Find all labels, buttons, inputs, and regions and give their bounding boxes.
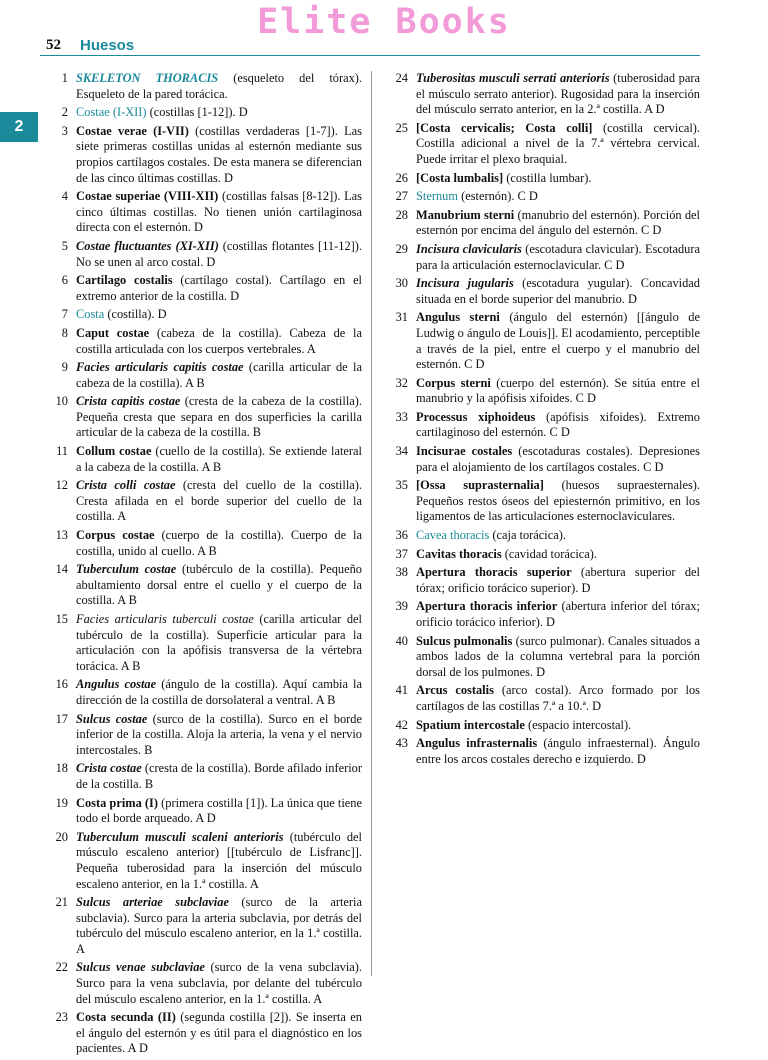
entry-text xyxy=(76,444,362,475)
entry-description: (costilla). D xyxy=(104,307,167,322)
entry-text xyxy=(416,599,700,630)
entry-text xyxy=(76,105,362,121)
entry-description: (escotadura clavicular). Escotadura para la articulación esternoclavicular. C D xyxy=(416,241,700,272)
entry-number: 12 xyxy=(55,478,68,493)
entry-description: (cabeza de la costilla). Cabeza de la costilla articulada con los cuerpos vertebrales. A xyxy=(76,325,362,356)
glossary-entry xyxy=(380,310,700,372)
entry-term: Sulcus costae xyxy=(76,711,148,726)
entry-description: (cresta del cuello de la costilla). Cresta afilada en el borde superior del cuello de la costilla. A xyxy=(76,478,362,524)
entry-term: Sulcus venae subclaviae xyxy=(76,960,205,975)
entry-text xyxy=(76,528,362,559)
entry-description: (tubérculo del músculo escaleno anterior) [[tubérculo de Lisfranc]]. Pequeña tuberosidad para la inserción del músculo escaleno anterior, en la 1.ª costilla. A xyxy=(76,829,362,891)
glossary-entry xyxy=(40,478,362,525)
entry-number: 13 xyxy=(55,528,68,543)
entry-description: (manubrio del esternón). Porción del esternón por encima del ángulo del esternón. C D xyxy=(416,207,700,238)
entry-text xyxy=(416,634,700,681)
entry-number: 25 xyxy=(395,120,408,135)
entry-description: (cuerpo del esternón). Se sitúa entre el manubrio y la apófisis xifoides. C D xyxy=(416,375,700,406)
glossary-entry xyxy=(380,189,700,205)
entry-number: 17 xyxy=(55,711,68,726)
entry-text xyxy=(416,478,700,525)
entry-term: Caput costae xyxy=(76,325,150,340)
glossary-entry xyxy=(40,444,362,475)
entry-description: (cresta de la costilla). Borde afilado inferior de la costilla. B xyxy=(76,761,362,791)
entry-number: 24 xyxy=(395,71,408,85)
entry-text xyxy=(76,394,362,441)
entry-description: (huesos supraesternales). Pequeños restos óseos del epiesternón primitivo, en los ligamentos de las articulaciones esternoclaviculares. xyxy=(416,478,700,524)
entry-description: (costilla cervical). Costilla adicional a nivel de la 7.ª vértebra cervical. Puede irritar el plexo braquial. xyxy=(416,120,700,166)
entry-description: (abertura superior del tórax; orificio torácico superior). D xyxy=(416,565,700,595)
entry-term: Costae superiae (VIII-XII) xyxy=(76,189,219,204)
entry-number: 5 xyxy=(61,238,68,253)
entry-number: 6 xyxy=(61,273,68,288)
entry-text xyxy=(416,718,700,734)
entry-number: 28 xyxy=(395,207,408,222)
entry-number: 31 xyxy=(395,310,408,325)
entry-term: Sternum xyxy=(416,189,458,204)
entry-number: 3 xyxy=(61,123,68,138)
entry-term: Cartilago costalis xyxy=(76,273,173,288)
glossary-entry xyxy=(380,171,700,187)
entry-number: 11 xyxy=(56,444,68,459)
entry-description: (cavidad torácica). xyxy=(501,546,597,561)
entry-term: Incisurae costales xyxy=(416,444,513,459)
entry-description: (cuerpo de la costilla). Cuerpo de la costilla, unido al cuello. A B xyxy=(76,528,362,558)
entry-text xyxy=(76,189,362,236)
entry-text xyxy=(76,677,362,708)
entry-description: (surco pulmonar). Canales situados a ambos lados de la columna vertebral para la porción dorsal de los pulmones. D xyxy=(416,633,700,679)
entry-text xyxy=(76,562,362,609)
entry-number: 43 xyxy=(395,736,408,751)
glossary-entry xyxy=(40,394,362,441)
glossary-entry xyxy=(40,189,362,236)
entry-number: 39 xyxy=(395,599,408,614)
entry-text xyxy=(416,276,700,307)
entry-term: Costae verae (I-VII) xyxy=(76,123,189,138)
entry-number: 9 xyxy=(61,360,68,375)
glossary-entry xyxy=(380,444,700,475)
entry-term: Collum costae xyxy=(76,444,152,459)
glossary-entry xyxy=(380,547,700,563)
entry-term: Angulus sterni xyxy=(416,310,500,325)
entry-term: Corpus sterni xyxy=(416,375,491,390)
entry-description: (costillas flotantes [11-12]). No se unen al arco costal. D xyxy=(76,238,362,269)
glossary-entry xyxy=(380,121,700,168)
entry-description: (surco de la costilla). Surco en el borde inferior de la costilla. Aloja la arteria, la vena y el nervio intercostales. B xyxy=(76,711,362,757)
entry-term: Costa secunda (II) xyxy=(76,1010,176,1025)
entry-description: (tubérculo de la costilla). Pequeño abultamiento dorsal entre el cuello y el cuerpo de la costilla. A B xyxy=(76,562,362,608)
entry-description: (carilla articular de la cabeza de la costilla). A B xyxy=(76,360,362,390)
entry-number: 16 xyxy=(55,677,68,692)
glossary-entry xyxy=(40,105,362,121)
entry-description: (surco de la arteria subclavia). Surco para la arteria subclavia, por detrás del tubérculo del músculo escaleno anterior, en la 1.ª costilla. A xyxy=(76,895,362,956)
entry-description: (surco de la vena subclavia). Surco para la vena subclavia, por delante del tubérculo del músculo escaleno anterior, en la 1.ª costilla. A xyxy=(76,960,362,1006)
glossary-entry xyxy=(380,242,700,273)
entry-text xyxy=(76,1010,362,1057)
entry-number: 14 xyxy=(55,562,68,577)
entry-text xyxy=(416,121,700,168)
entry-term: Crista costae xyxy=(76,761,142,776)
glossary-entry xyxy=(380,683,700,714)
entry-number: 10 xyxy=(55,394,68,409)
entry-description: (apófisis xifoides). Extremo cartilaginoso del esternón. C D xyxy=(416,409,700,440)
entry-number: 20 xyxy=(55,829,68,844)
header-rule xyxy=(40,55,700,56)
entry-term: Tuberositas musculi serrati anterioris xyxy=(416,71,610,85)
entry-number: 41 xyxy=(395,683,408,698)
entry-term: Processus xiphoideus xyxy=(416,409,536,424)
entry-term: SKELETON THORACIS xyxy=(76,71,219,85)
entry-number: 36 xyxy=(395,528,408,543)
entry-text xyxy=(416,528,700,544)
entry-number: 4 xyxy=(61,189,68,204)
entry-text xyxy=(416,565,700,596)
entry-number: 2 xyxy=(61,105,68,120)
entry-term: Costa prima (I) xyxy=(76,795,158,810)
entry-text xyxy=(76,712,362,759)
entry-number: 32 xyxy=(395,375,408,390)
entry-term: Manubrium sterni xyxy=(416,207,515,222)
entry-term: Spatium intercostale xyxy=(416,717,525,732)
entry-description: (costillas [1-12]). D xyxy=(146,105,248,120)
entry-description: (cuello de la costilla). Se extiende lateral a la cabeza de la costilla. A B xyxy=(76,444,362,474)
chapter-tab: 2 xyxy=(0,112,38,142)
entry-term: Sulcus arteriae subclaviae xyxy=(76,895,229,910)
entry-description: (cartílago costal). Cartílago en el extremo anterior de la costilla. D xyxy=(76,273,363,303)
entry-text xyxy=(76,360,362,391)
glossary-entry xyxy=(380,71,700,118)
left-column xyxy=(40,71,362,1060)
entry-term: Tuberculum musculi scaleni anterioris xyxy=(76,829,284,844)
glossary-entry xyxy=(40,273,362,304)
glossary-entry xyxy=(40,360,362,391)
column-divider xyxy=(371,71,372,976)
glossary-entry xyxy=(380,376,700,407)
entry-text xyxy=(416,736,700,767)
glossary-entry xyxy=(380,208,700,239)
entry-term: Tuberculum costae xyxy=(76,562,177,577)
entry-text xyxy=(76,326,362,357)
entry-text xyxy=(76,960,362,1007)
entry-text xyxy=(76,612,362,674)
entry-number: 37 xyxy=(395,546,408,561)
entry-number: 15 xyxy=(55,612,68,626)
entry-term: Cavea thoracis xyxy=(416,528,490,543)
glossary-entry xyxy=(380,565,700,596)
glossary-entry xyxy=(380,410,700,441)
entry-text xyxy=(416,444,700,475)
watermark: Elite Books xyxy=(257,2,511,42)
entry-number: 33 xyxy=(395,409,408,424)
glossary-entry xyxy=(40,124,362,186)
glossary-entry xyxy=(40,326,362,357)
entry-number: 1 xyxy=(61,71,68,85)
entry-term: Sulcus pulmonalis xyxy=(416,633,513,648)
entry-text xyxy=(416,242,700,273)
entry-description: (primera costilla [1]). La única que tiene todo el borde arqueado. A D xyxy=(76,795,362,826)
page-header xyxy=(0,37,700,55)
entry-number: 22 xyxy=(55,960,68,975)
entry-text xyxy=(76,830,362,892)
glossary-entry xyxy=(40,239,362,270)
glossary-entry xyxy=(40,761,362,792)
entry-description: (costillas verdaderas [1-7]). Las siete primeras costillas unidas al esternón mediante sus propios cartílagos costales. De esta manera se diferencian de las cinco últimas costillas. D xyxy=(76,123,362,185)
right-column xyxy=(380,71,700,770)
entry-description: (arco costal). Arco formado por los cartílagos de las costillas 7.ª a 10.ª. D xyxy=(416,683,700,713)
glossary-entry xyxy=(40,71,362,102)
entry-description: (tuberosidad para el músculo serrato anterior). Rugosidad para la inserción del músculo serrato anterior, en la 2.ª costilla. A D xyxy=(416,71,700,117)
entry-number: 27 xyxy=(395,189,408,204)
entry-text xyxy=(76,796,362,827)
entry-text xyxy=(416,310,700,372)
entry-description: (espacio intercostal). xyxy=(524,717,632,732)
glossary-entry xyxy=(40,830,362,892)
glossary-entry xyxy=(40,712,362,759)
entry-text xyxy=(76,273,362,304)
entry-term: Incisura clavicularis xyxy=(416,241,522,256)
entry-number: 42 xyxy=(395,717,408,732)
entry-term: Costae fluctuantes (XI-XII) xyxy=(76,238,219,253)
entry-term: Cavitas thoracis xyxy=(416,546,502,561)
entry-text xyxy=(416,410,700,441)
entry-term: [Ossa suprasternalia] xyxy=(416,478,544,493)
glossary-entry xyxy=(380,528,700,544)
entry-number: 40 xyxy=(395,633,408,648)
entry-number: 21 xyxy=(55,895,68,910)
entry-description: (ángulo de la costilla). Aquí cambia la dirección de la costilla de dorsolateral a ventral. A B xyxy=(76,677,362,707)
entry-number: 29 xyxy=(395,241,408,256)
entry-description: (costilla lumbar). xyxy=(503,170,592,185)
entry-term: Facies articularis capitis costae xyxy=(76,360,244,375)
glossary-entry xyxy=(380,599,700,630)
entry-term: Angulus costae xyxy=(76,677,157,692)
entry-description: (ángulo infraesternal). Ángulo entre los arcos costales derecho e izquierdo. D xyxy=(416,736,700,766)
glossary-entry xyxy=(40,796,362,827)
glossary-entry xyxy=(380,276,700,307)
glossary-entry xyxy=(40,612,362,674)
entry-term: Incisura jugularis xyxy=(416,276,514,291)
entry-description: (carilla articular del tubérculo de la costilla). Superficie articular para la articulación con la apófisis transversa de la vértebra torácica. A B xyxy=(76,612,362,673)
entry-term: Arcus costalis xyxy=(416,683,494,698)
entry-text xyxy=(416,547,700,563)
entry-description: (costillas falsas [8-12]). Las cinco últimas costillas. No tienen unión cartilaginosa directa con el esternón. D xyxy=(76,189,362,235)
entry-number: 26 xyxy=(395,170,408,185)
entry-term: Apertura thoracis superior xyxy=(416,565,572,580)
entry-term: Angulus infrasternalis xyxy=(416,736,538,751)
glossary-entry xyxy=(380,634,700,681)
entry-description: (caja torácica). xyxy=(489,528,566,543)
entry-description: (escotadura yugular). Concavidad situada en el borde superior del manubrio. D xyxy=(416,276,700,306)
entry-number: 30 xyxy=(395,276,408,291)
entry-number: 8 xyxy=(61,325,68,340)
glossary-entry xyxy=(40,960,362,1007)
entry-term: [Costa cervicalis; Costa colli] xyxy=(416,120,593,135)
entry-text xyxy=(76,71,362,102)
entry-term: Facies articularis tuberculi costae xyxy=(76,612,254,626)
section-title: Huesos xyxy=(80,37,135,54)
glossary-entry xyxy=(40,1010,362,1057)
glossary-entry xyxy=(380,736,700,767)
entry-text xyxy=(416,376,700,407)
glossary-entry xyxy=(380,718,700,734)
entry-description: (cresta de la cabeza de la costilla). Pequeña cresta que separa en dos superficies la carilla articular de la cabeza de la costilla. B xyxy=(76,394,362,440)
entry-text xyxy=(76,307,362,323)
glossary-entry xyxy=(40,528,362,559)
glossary-entry xyxy=(40,895,362,957)
glossary-entry xyxy=(40,307,362,323)
entry-text xyxy=(76,239,362,270)
entry-term: Costae (I-XII) xyxy=(76,105,147,120)
entry-text xyxy=(76,124,362,186)
entry-text xyxy=(76,895,362,957)
entry-term: Crista colli costae xyxy=(76,478,176,493)
entry-description: (abertura inferior del tórax; orificio torácico inferior). D xyxy=(416,599,701,629)
entry-description: (esternón). C D xyxy=(458,189,538,204)
entry-term: [Costa lumbalis] xyxy=(416,170,504,185)
entry-number: 7 xyxy=(61,307,68,322)
entry-description: (segunda costilla [2]). Se inserta en el ángulo del esternón y es útil para el diagnóstico en los pacientes. A D xyxy=(76,1010,362,1056)
glossary-entry xyxy=(40,677,362,708)
entry-text xyxy=(416,189,700,205)
entry-text xyxy=(416,171,700,187)
entry-number: 38 xyxy=(395,565,408,580)
entry-number: 35 xyxy=(395,478,408,493)
entry-text xyxy=(416,208,700,239)
entry-description: (ángulo del esternón) [[ángulo de Ludwig o ángulo de Louis]]. El acodamiento, perceptible a través de la piel, entre el cuerpo y el manubrio del esternón. C D xyxy=(416,310,700,372)
page-number: 52 xyxy=(46,37,61,53)
entry-text xyxy=(416,71,700,118)
entry-term: Apertura thoracis inferior xyxy=(416,599,558,614)
entry-description: (escotaduras costales). Depresiones para el alojamiento de los cartílagos costales. C D xyxy=(416,444,700,474)
entry-term: Corpus costae xyxy=(76,528,155,543)
entry-number: 34 xyxy=(395,444,408,459)
entry-description: (esqueleto del tórax). Esqueleto de la pared torácica. xyxy=(76,71,362,101)
glossary-entry xyxy=(380,478,700,525)
entry-number: 23 xyxy=(55,1010,68,1025)
entry-text xyxy=(76,478,362,525)
entry-term: Costa xyxy=(76,307,105,322)
entry-number: 19 xyxy=(55,795,68,810)
entry-term: Crista capitis costae xyxy=(76,394,181,409)
glossary-entry xyxy=(40,562,362,609)
entry-number: 18 xyxy=(55,761,68,776)
entry-text xyxy=(76,761,362,792)
entry-text xyxy=(416,683,700,714)
